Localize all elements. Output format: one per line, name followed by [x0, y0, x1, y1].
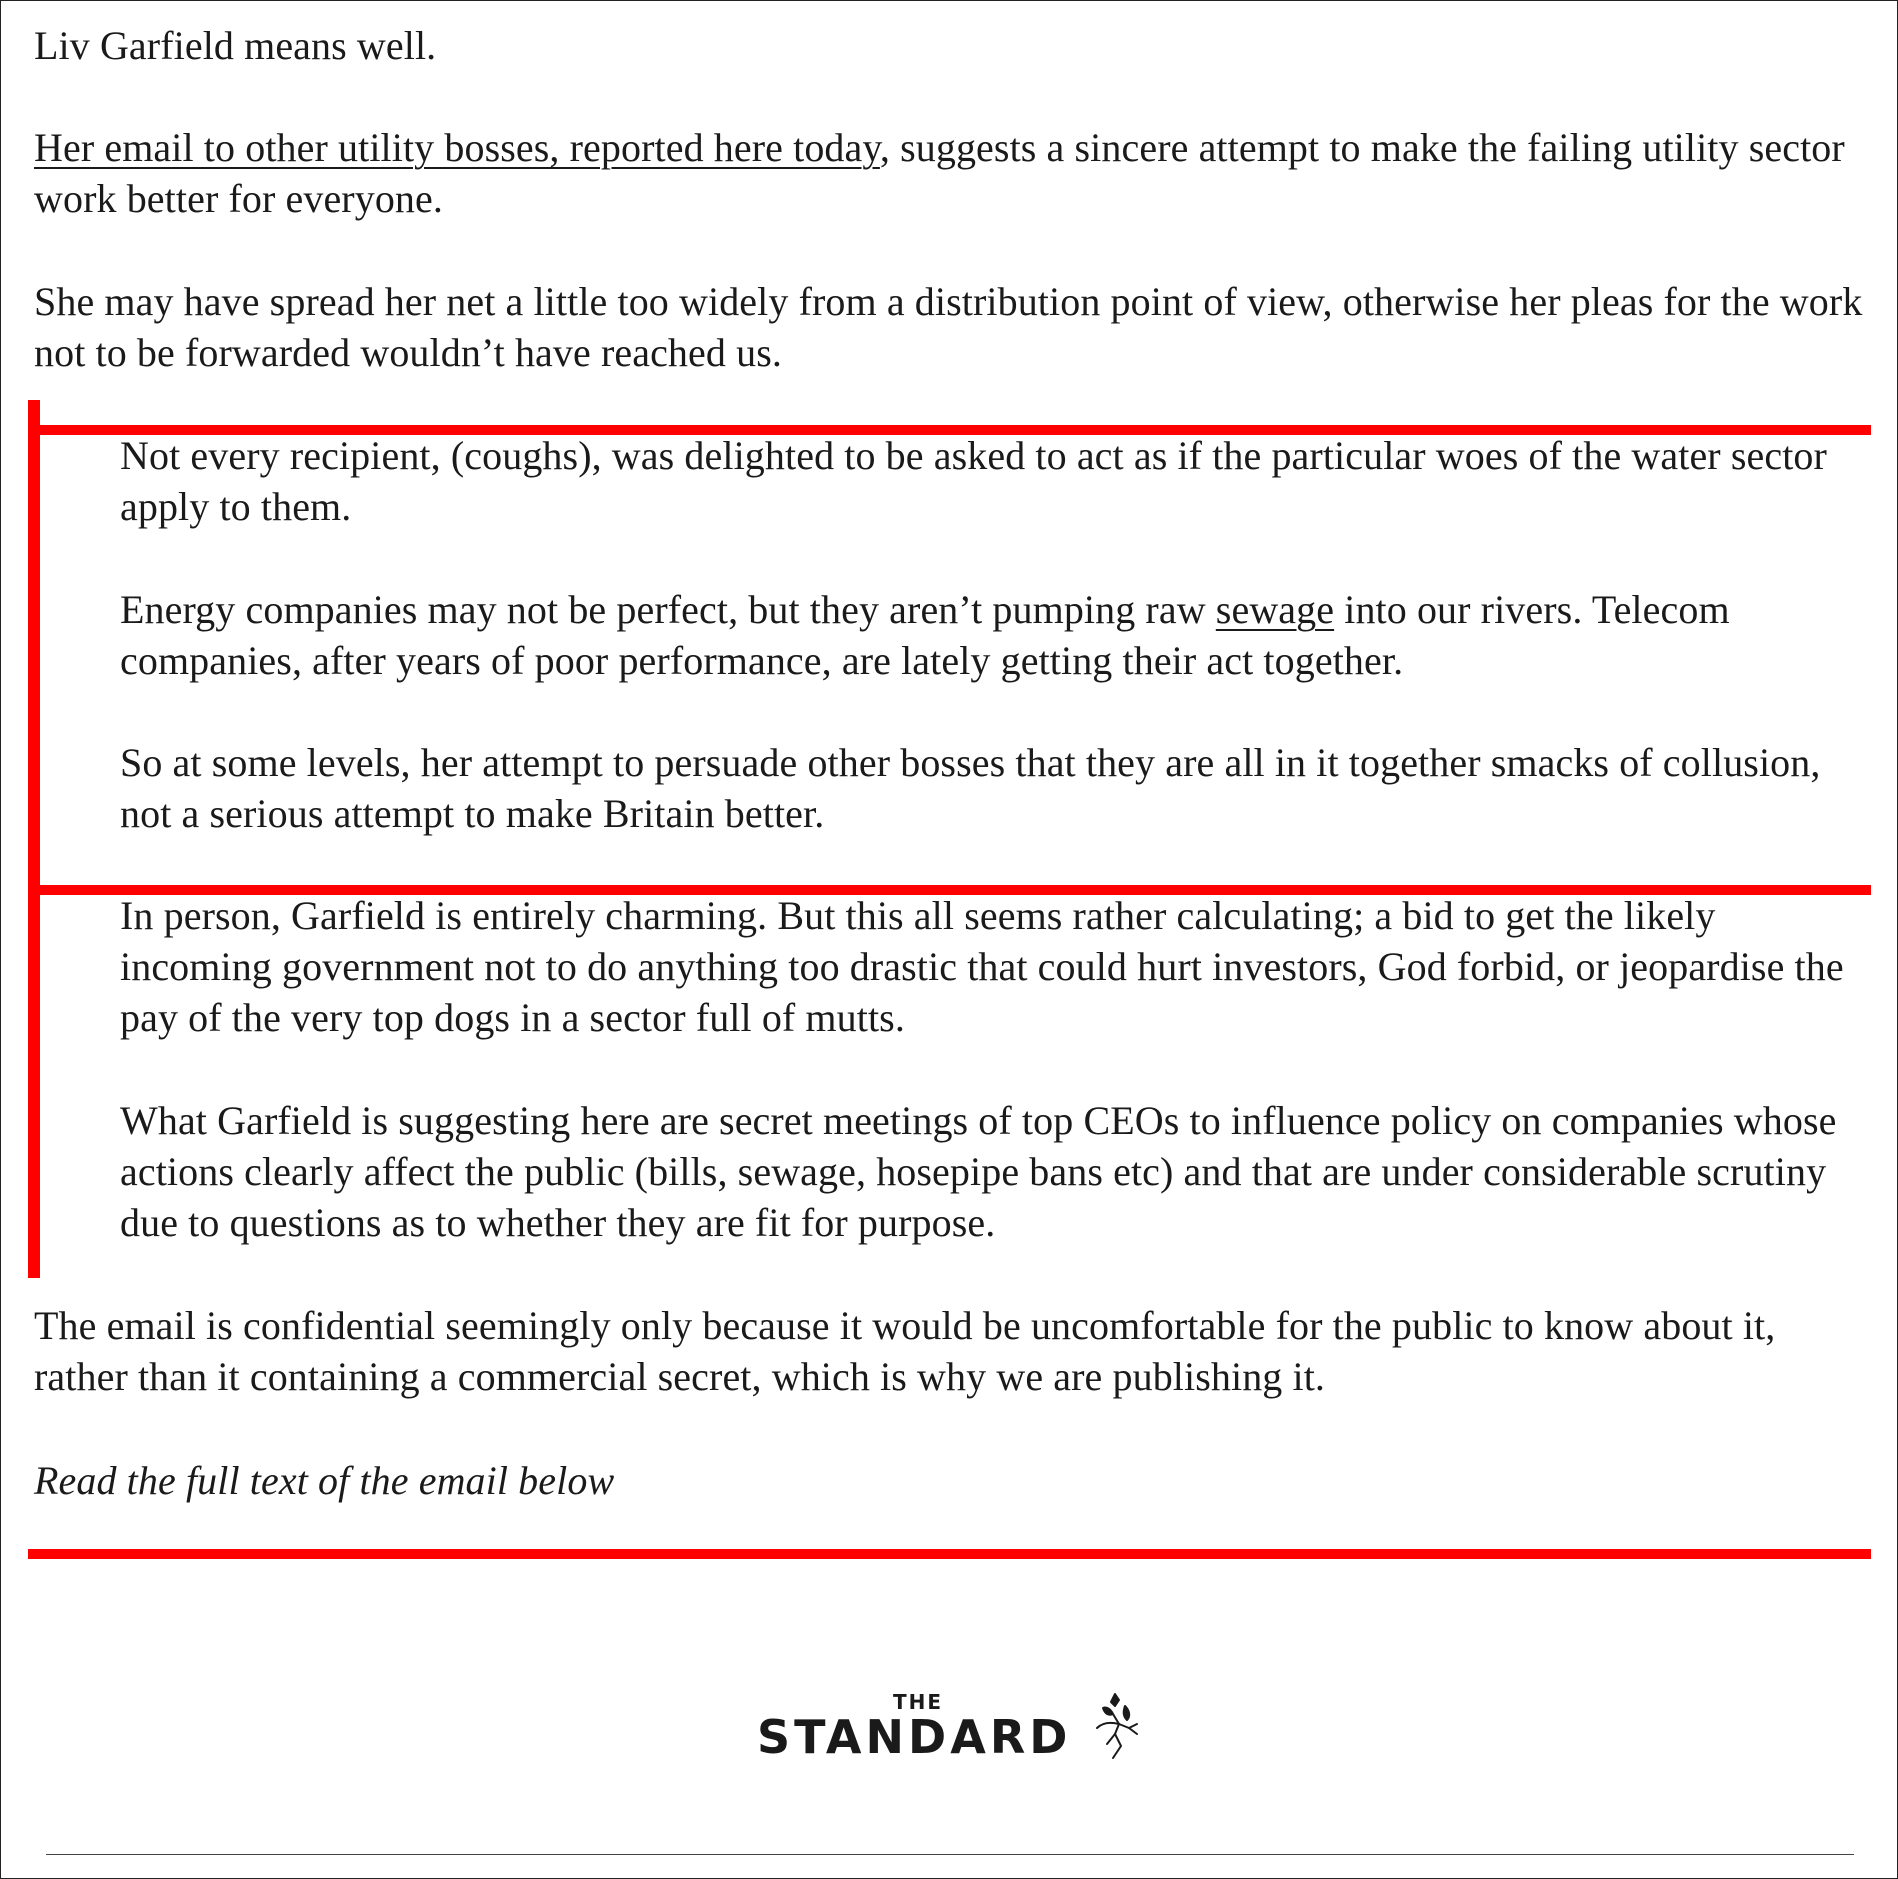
quote-in-person: In person, Garfield is entirely charming. But this all seems rather calculating; a bid to get the likely incoming government not to do anything too drastic that could hurt investors, God forbid, or jeopardise the pay of the very top dogs in a sector full of mutts.	[120, 893, 1844, 1040]
eros-statue-icon	[1085, 1688, 1145, 1768]
quote-energy-text-before: Energy companies may not be perfect, but they aren’t pumping raw	[120, 587, 1216, 632]
quote-energy-text-after: into our rivers. Telecom companies, after years of poor performance, are lately getting their act together.	[120, 587, 1730, 683]
paragraph-distribution: She may have spread her net a little too widely from a distribution point of view, otherwise her pleas for the work not to be forwarded wouldn’t have reached us.	[34, 279, 1863, 375]
the-standard-logo	[755, 1690, 1155, 1790]
quote-secret-meetings: What Garfield is suggesting here are secret meetings of top CEOs to influence policy on companies whose actions clearly affect the public (bills, sewage, hosepipe bans etc) and that are under considerable scrutiny due to questions as to whether they are fit for purpose.	[120, 1098, 1837, 1245]
logo-the-text: THE	[893, 1690, 944, 1714]
paragraph-email-report-text: , suggests a sincere attempt to make the failing utility sector work better for everyone.	[34, 125, 1845, 221]
paragraph-confidential: The email is confidential seemingly only because it would be uncomfortable for the public to know about it, rather than it containing a commercial secret, which is why we are publishing it.	[34, 1303, 1776, 1399]
quote-energy-companies	[120, 584, 1870, 686]
paragraph-intro: Liv Garfield means well.	[34, 23, 437, 68]
quote-red-bar-vertical	[28, 400, 40, 1278]
paragraph-email-report	[34, 122, 1864, 224]
logo-standard-text: STANDARD	[757, 1710, 1072, 1764]
paragraph-read-full-text: Read the full text of the email below	[34, 1458, 615, 1503]
sewage-link[interactable]: sewage	[1215, 587, 1335, 632]
quote-collusion: So at some levels, her attempt to persuade other bosses that they are all in it together smacks of collusion, not a serious attempt to make Britain better.	[120, 740, 1821, 836]
footer-divider	[46, 1854, 1854, 1855]
section-red-rule-bottom	[28, 1549, 1871, 1559]
reported-here-today-link[interactable]: Her email to other utility bosses, reported here today	[34, 125, 880, 170]
quote-recipient: Not every recipient, (coughs), was delighted to be asked to act as if the particular woes of the water sector apply to them.	[120, 433, 1827, 529]
